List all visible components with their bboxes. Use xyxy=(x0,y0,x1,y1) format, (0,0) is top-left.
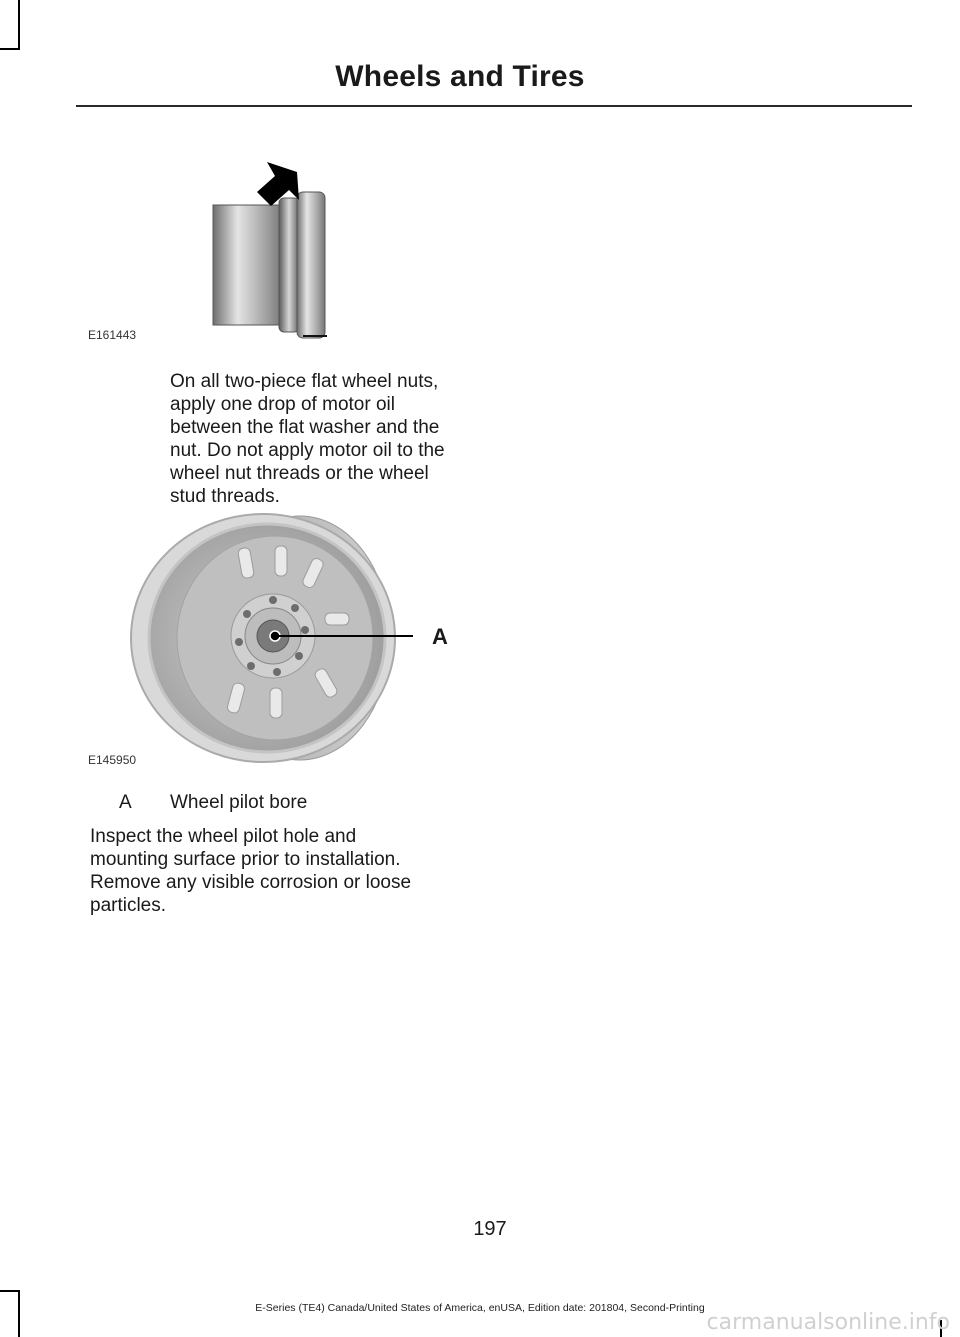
text-line: particles. xyxy=(90,895,167,916)
inspect-paragraph xyxy=(90,825,490,917)
page-number: 197 xyxy=(473,1218,507,1240)
figure-code: E161443 xyxy=(88,328,137,342)
crop-mark xyxy=(0,48,20,50)
text-line: apply one drop of motor oil xyxy=(170,394,395,415)
text-line: between the flat washer and the xyxy=(170,417,440,438)
wheel-nut-illustration xyxy=(205,160,345,340)
callout-label: A xyxy=(432,624,448,649)
crop-mark xyxy=(18,1290,20,1337)
page-title: Wheels and Tires xyxy=(335,60,585,93)
legend-label: Wheel pilot bore xyxy=(170,792,308,813)
legend-key: A xyxy=(119,792,132,813)
oil-note-paragraph xyxy=(170,370,480,508)
watermark: carmanualsonline.info xyxy=(706,1310,950,1335)
text-line: On all two-piece flat wheel nuts, xyxy=(170,371,439,392)
edition-footer: E-Series (TE4) Canada/United States of America, enUSA, Edition date: 201804, Second-Printing xyxy=(255,1302,705,1314)
figure-code: E145950 xyxy=(88,753,137,767)
header-divider xyxy=(76,105,912,107)
crop-mark xyxy=(0,1290,20,1292)
text-line: mounting surface prior to installation. xyxy=(90,849,401,870)
text-line: Remove any visible corrosion or loose xyxy=(90,872,412,893)
text-line: Inspect the wheel pilot hole and xyxy=(90,826,357,847)
wheel-illustration xyxy=(125,508,465,770)
text-line: wheel nut threads or the wheel xyxy=(170,463,429,484)
text-line: nut. Do not apply motor oil to the xyxy=(170,440,445,461)
crop-mark xyxy=(18,0,20,50)
text-line: stud threads. xyxy=(170,486,280,507)
